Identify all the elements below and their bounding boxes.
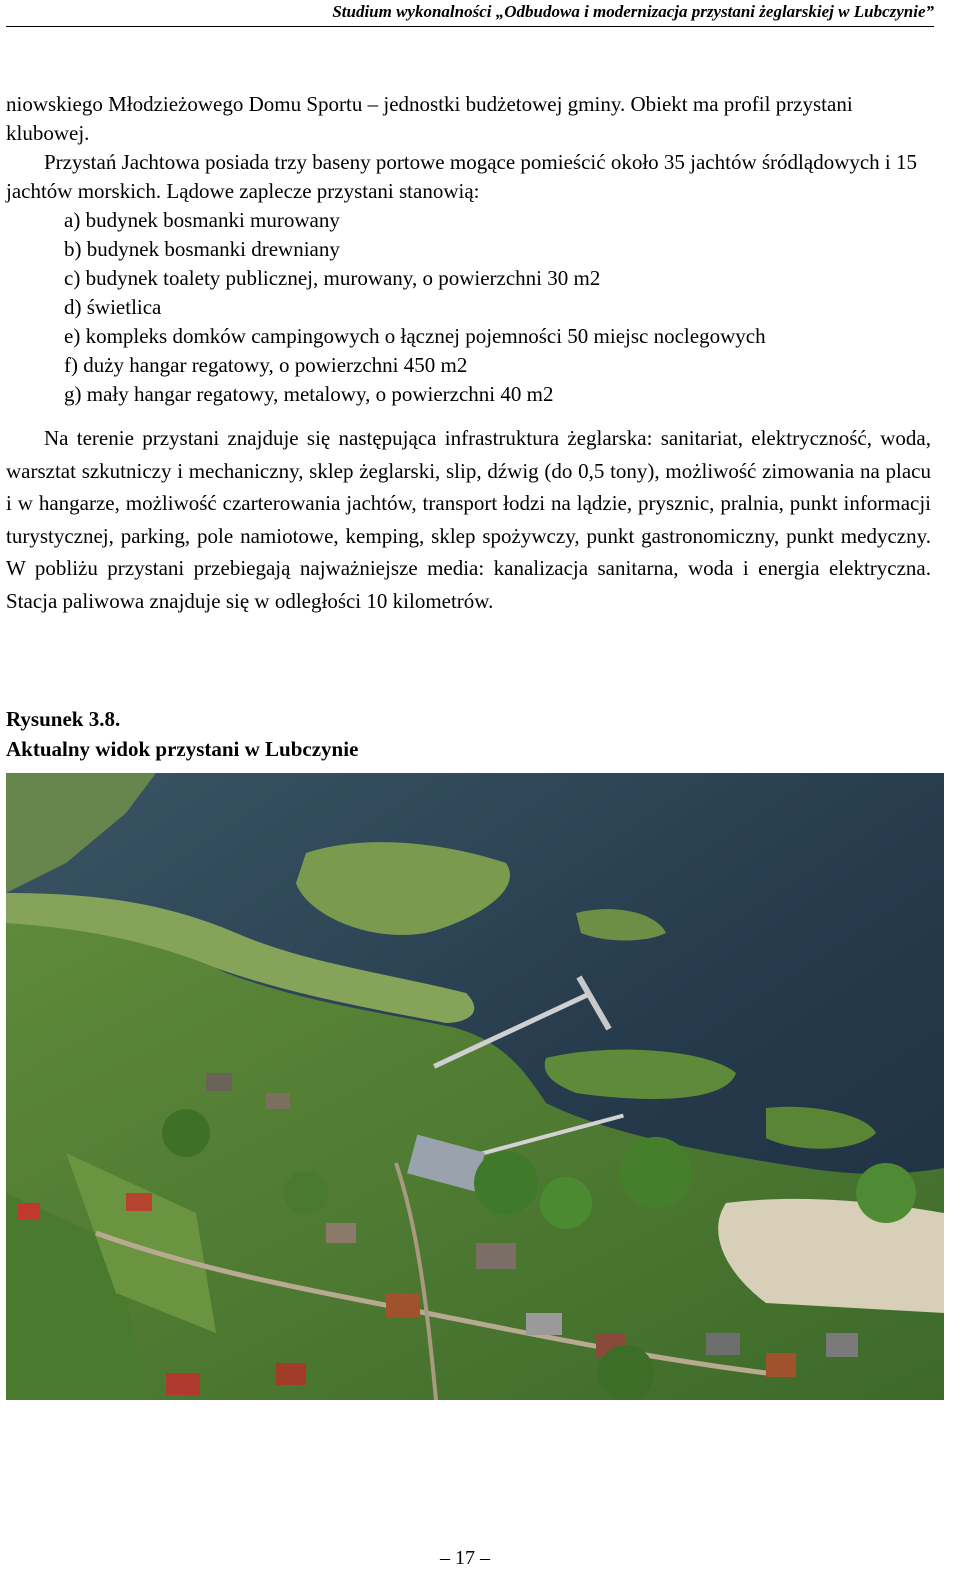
building xyxy=(326,1223,356,1243)
building xyxy=(276,1363,306,1385)
paragraph-3: Na terenie przystani znajduje się następująca infrastruktura żeglarska: sanitariat, elektryczność, woda, warsztat szkutniczy i mechaniczny, sklep żeglarski, slip, dźwig (do 0,5 tony), możliwość zimowania na placu i w hangarze, możliwość czarterowania jachtów, transport łodzi na lądzie, prysznic, pralnia, punkt informacji turystycznej, parking, pole namiotowe, kemping, sklep spożywczy, punkt gastronomiczny, punkt medyczny. W pobliżu przystani przebiegają najważniejsze media: kanalizacja sanitarna, woda i energia elektryczna. Stacja paliwowa znajduje się w odległości 10 kilometrów. xyxy=(6,426,931,613)
figure-label: Rysunek 3.8. xyxy=(6,707,121,731)
tree-cluster xyxy=(856,1163,916,1223)
tree-cluster xyxy=(284,1171,328,1215)
list-item: e) kompleks domków campingowych o łącznej pojemności 50 miejsc noclegowych xyxy=(64,324,766,348)
paragraph-1: niowskiego Młodzieżowego Domu Sportu – jednostki budżetowej gminy. Obiekt ma profil przystani klubowej. xyxy=(6,92,853,145)
paragraph-2: Przystań Jachtowa posiada trzy baseny portowe mogące pomieścić około 35 jachtów śródlądowych i 15 jachtów morskich. Lądowe zaplecze przystani stanowią: xyxy=(6,150,918,203)
building xyxy=(18,1203,40,1219)
facility-list xyxy=(64,206,934,409)
tree-cluster xyxy=(598,1345,654,1400)
tree-cluster xyxy=(620,1137,692,1209)
list-item: f) duży hangar regatowy, o powierzchni 450 m2 xyxy=(64,353,468,377)
building xyxy=(166,1373,200,1395)
tree-cluster xyxy=(540,1177,592,1229)
running-header: Studium wykonalności „Odbudowa i modernizacja przystani żeglarskiej w Lubczynie” xyxy=(332,2,934,21)
page-number: – 17 – xyxy=(440,1547,490,1569)
building xyxy=(206,1073,232,1091)
list-item: a) budynek bosmanki murowany xyxy=(64,208,340,232)
building xyxy=(826,1333,858,1357)
figure-caption: Aktualny widok przystani w Lubczynie xyxy=(6,737,359,761)
building xyxy=(526,1313,562,1335)
list-item: d) świetlica xyxy=(64,295,162,319)
aerial-photo xyxy=(6,773,944,1400)
list-item: g) mały hangar regatowy, metalowy, o powierzchni 40 m2 xyxy=(64,382,554,406)
tree-cluster xyxy=(474,1151,538,1215)
building xyxy=(126,1193,152,1211)
building xyxy=(386,1293,420,1317)
building xyxy=(476,1243,516,1269)
building xyxy=(706,1333,740,1355)
list-item: c) budynek toalety publicznej, murowany, o powierzchni 30 m2 xyxy=(64,266,601,290)
list-item: b) budynek bosmanki drewniany xyxy=(64,237,340,261)
tree-cluster xyxy=(162,1109,210,1157)
building xyxy=(266,1093,290,1109)
header-rule xyxy=(6,26,934,27)
building xyxy=(766,1353,796,1377)
